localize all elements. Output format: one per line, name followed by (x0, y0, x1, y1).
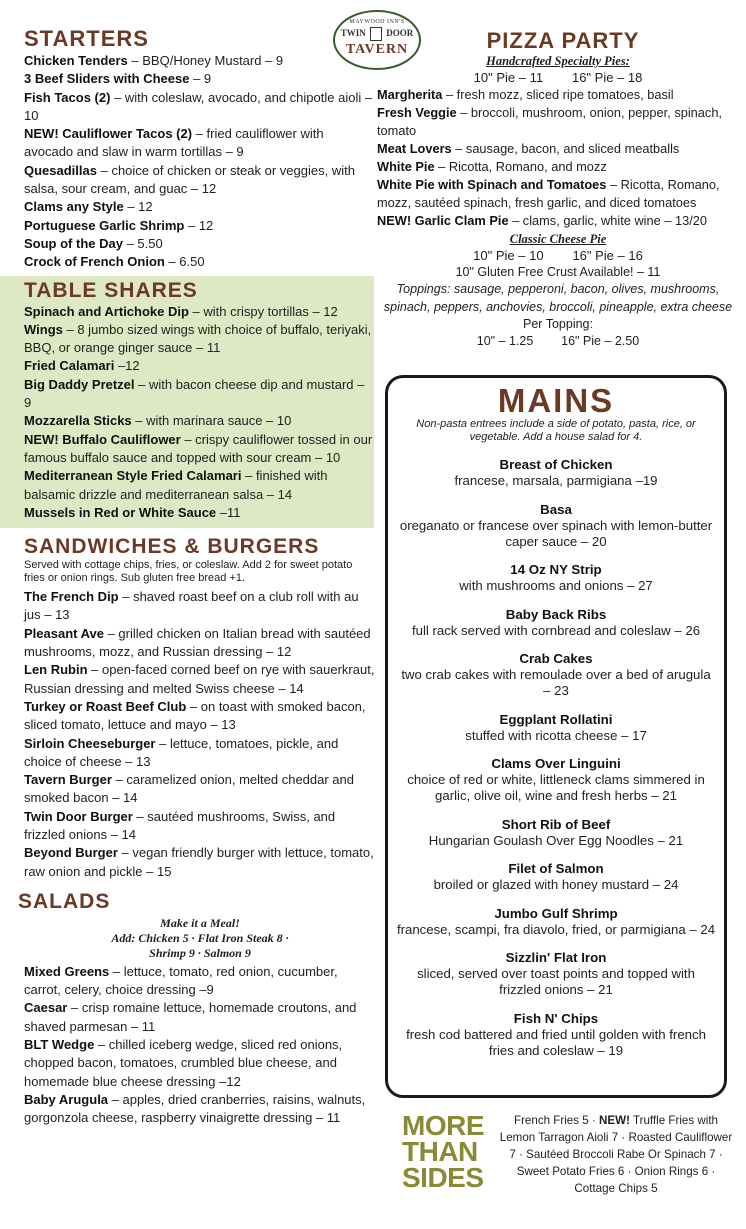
main-item-name: Filet of Salmon (508, 861, 604, 876)
menu-item-name: Len Rubin (24, 662, 88, 678)
menu-item (24, 771, 376, 808)
menu-item (24, 625, 376, 662)
menu-item (377, 104, 739, 140)
main-item (396, 1010, 716, 1059)
main-item (396, 905, 716, 938)
pizza-classic-heading: Classic Cheese Pie (509, 232, 607, 246)
menu-item (24, 588, 376, 625)
main-item-name: Sizzlin' Flat Iron (505, 950, 607, 965)
main-item (396, 755, 716, 804)
main-item-name: 14 Oz NY Strip (510, 562, 602, 577)
main-item-desc: full rack served with cornbread and coleslaw – 26 (411, 622, 701, 638)
menu-item-desc: – Ricotta, Romano, mozz, sautéed spinach, fresh garlic, and diced tomatoes (377, 177, 720, 210)
sandwiches-list (24, 588, 376, 881)
menu-item-desc: – 6.50 (164, 254, 205, 270)
menu-item (24, 1091, 376, 1128)
menu-item-name: Caesar (24, 1000, 68, 1016)
menu-item-desc: – on toast with smoked bacon, sliced tomato, lettuce and mayo – 13 (24, 698, 366, 733)
pizza-classic-price: 10" Pie – 10 16" Pie – 16 (473, 248, 643, 263)
menu-item-name: Quesadillas (24, 162, 97, 178)
salads-meal-heading: Make it a Meal! (160, 915, 240, 930)
mains-note: Non-pasta entrees include a side of potato, pasta, rice, or vegetable. Add a house salad for 4. (416, 418, 696, 443)
main-item-name: Eggplant Rollatini (499, 711, 613, 727)
menu-item-name: Beyond Burger (24, 845, 118, 861)
pizza-specialty-heading: Handcrafted Specialty Pies: (486, 54, 630, 68)
menu-item-name: Mediterranean Style Fried Calamari (24, 468, 242, 484)
menu-item-name: Big Daddy Pretzel (24, 376, 135, 392)
menu-item (24, 844, 376, 881)
menu-item-name: Sirloin Cheeseburger (24, 735, 156, 751)
menu-item-desc: – with bacon cheese dip and mustard – 9 (24, 376, 365, 411)
menu-item-name: Mussels in Red or White Sauce (24, 504, 217, 520)
pizza-topping-price: 10" – 1.25 16" Pie – 2.50 (476, 334, 640, 348)
menu-item (24, 698, 376, 735)
menu-item (24, 70, 376, 88)
menu-item (24, 808, 376, 845)
main-item-desc: francese, marsala, parmigiana –19 (454, 473, 658, 488)
main-item-desc: sliced, served over toast points and topped with frizzled onions – 21 (417, 966, 695, 997)
sides-title-1: MORE (402, 1110, 484, 1141)
menu-item (24, 89, 376, 126)
main-item-name: Short Rib of Beef (501, 816, 611, 832)
menu-item-name: Mozzarella Sticks (24, 413, 132, 429)
main-item (396, 816, 716, 849)
menu-item (24, 504, 374, 522)
menu-item-name: Crock of French Onion (24, 254, 165, 270)
menu-item (24, 1036, 376, 1091)
menu-item-desc: – sautéed mushrooms, Swiss, and frizzled onions – 14 (24, 808, 336, 842)
menu-item-desc: – caramelized onion, melted cheddar and smoked bacon – 14 (24, 772, 354, 806)
menu-item (377, 212, 739, 230)
menu-item (24, 52, 376, 70)
menu-item (24, 198, 376, 216)
sides-part-2: Truffle Fries with Lemon Tarragon Aioli 7 · Roasted Cauliflower 7 · Sautéed Broccoli Rabe Or Spinach 7 · Sweet Potato Fries 6 · Onion Rings 6 · Cottage Chips 5 (499, 1114, 733, 1195)
menu-item (24, 467, 374, 504)
salads-addons: Add: Chicken 5 · Flat Iron Steak 8 · (111, 930, 289, 945)
menu-item-desc: – fried cauliflower with avocado and slaw in warm tortillas – 9 (24, 126, 324, 160)
starters-title: STARTERS (24, 26, 149, 51)
menu-item-desc: – 5.50 (122, 235, 163, 251)
menu-item-desc: – grilled chicken on Italian bread with sautéed mushrooms, mozz, and Russian dressing – 12 (24, 625, 371, 660)
menu-item-desc: – lettuce, tomatoes, pickle, and choice of cheese – 13 (24, 735, 339, 769)
menu-item-name: Fried Calamari (24, 358, 115, 374)
menu-item-name: Mixed Greens (24, 963, 110, 979)
menu-item-name: NEW! Garlic Clam Pie (377, 213, 509, 228)
menu-item-name: Baby Arugula (24, 1091, 109, 1107)
menu-item-desc: – crisp romaine lettuce, homemade croutons, and shaved parmesan – 11 (24, 1000, 357, 1034)
logo-twin: TWIN (340, 28, 366, 39)
main-item-desc: stuffed with ricotta cheese – 17 (465, 727, 647, 743)
menu-item (24, 661, 376, 698)
menu-item-name: NEW! Buffalo Cauliflower (24, 431, 181, 447)
menu-item (24, 253, 376, 271)
menu-item-desc: – with marinara sauce – 10 (131, 413, 292, 429)
sandwiches-title: SANDWICHES & BURGERS (24, 535, 320, 559)
table-shares-section (0, 276, 374, 529)
menu-item-desc: – sausage, bacon, and sliced meatballs (451, 141, 680, 156)
menu-item-desc: – chilled iceberg wedge, sliced red onions, chopped bacon, tomatoes, crumbled blue cheese, and homemade blue cheese dressing –12 (24, 1037, 343, 1089)
main-item (396, 650, 716, 699)
pizza-per-topping: Per Topping: (523, 317, 593, 331)
pizza-title: PIZZA PARTY (486, 28, 640, 53)
main-item-desc: two crab cakes with remoulade over a bed of arugula – 23 (401, 667, 711, 698)
mains-list (396, 456, 716, 1059)
menu-item-name: Twin Door Burger (24, 808, 133, 824)
menu-item (377, 140, 739, 158)
menu-item (24, 999, 376, 1036)
sandwiches-note: Served with cottage chips, fries, or coleslaw. Add 2 for sweet potato fries or onion rings. Sub gluten free bread +1. (24, 559, 353, 585)
main-item (396, 949, 716, 998)
menu-item-desc: – Ricotta, Romano, and mozz (434, 159, 607, 174)
menu-item-name: White Pie (377, 159, 435, 174)
menu-item-desc: – clams, garlic, white wine – 13/20 (508, 213, 708, 228)
main-item-desc: broiled or glazed with honey mustard – 24 (433, 877, 679, 892)
menu-item (24, 303, 374, 321)
table-shares-list (24, 303, 374, 523)
menu-item-desc: – finished with balsamic drizzle and mediterranean salsa – 14 (24, 468, 328, 502)
pizza-specialty-price: 10" Pie – 11 16" Pie – 18 (473, 70, 643, 85)
salads-addons-2: Shrimp 9 · Salmon 9 (149, 945, 251, 960)
sides-title-3: SIDES (402, 1162, 484, 1193)
menu-item-name: Chicken Tenders (24, 53, 128, 68)
main-item-name: Basa (540, 501, 572, 517)
menu-item (24, 162, 376, 199)
menu-item-desc: – fresh mozz, sliced ripe tomatoes, basil (442, 87, 674, 102)
main-item-desc: with mushrooms and onions – 27 (459, 578, 653, 593)
menu-item-desc: – 12 (123, 199, 153, 215)
menu-item-desc: – apples, dried cranberries, raisins, walnuts, gorgonzola cheese, raspberry vinaigrette dressing – 11 (24, 1091, 366, 1126)
menu-item (377, 158, 739, 176)
main-item-desc: fresh cod battered and fried until golden with french fries and coleslaw – 19 (406, 1026, 706, 1058)
menu-item-desc: – with crispy tortillas – 12 (188, 303, 338, 319)
menu-item-desc: – BBQ/Honey Mustard – 9 (127, 53, 284, 68)
menu-item-name: Fresh Veggie (377, 105, 457, 120)
menu-item-name: Margherita (377, 87, 443, 102)
menu-item (24, 235, 376, 253)
logo-line-3: TAVERN (345, 42, 409, 57)
menu-item-desc: – with coleslaw, avocado, and chipotle aioli – 10 (24, 89, 373, 123)
menu-item-name: Fish Tacos (2) (24, 89, 111, 105)
menu-item (24, 321, 374, 358)
menu-item-desc: – 9 (189, 71, 212, 87)
menu-item-desc: –11 (216, 504, 241, 520)
menu-item (24, 431, 374, 468)
main-item-desc: francese, scampi, fra diavolo, fried, or parmigiana – 24 (396, 921, 716, 937)
main-item-desc: Hungarian Goulash Over Egg Noodles – 21 (428, 832, 684, 848)
menu-item-desc: – vegan friendly burger with lettuce, tomato, raw onion and pickle – 15 (24, 845, 374, 879)
main-item (396, 456, 716, 489)
salads-title: SALADS (18, 889, 111, 913)
menu-item-name: Tavern Burger (24, 772, 112, 788)
starters-list (24, 52, 376, 272)
more-than-sides-title (402, 1110, 494, 1193)
menu-item (24, 217, 376, 235)
main-item (396, 606, 716, 639)
menu-item-desc: – choice of chicken or steak or veggies, with salsa, sour cream, and guac – 12 (24, 162, 355, 197)
main-item (396, 561, 716, 594)
menu-item-name: Spinach and Artichoke Dip (24, 303, 189, 319)
menu-item-name: NEW! Cauliflower Tacos (2) (24, 126, 193, 142)
left-column (18, 26, 376, 1128)
main-item-desc: oreganato or francese over spinach with lemon-butter caper sauce – 20 (399, 517, 713, 549)
menu-item-desc: – crispy cauliflower tossed in our famous buffalo sauce and topped with sour cream – 10 (24, 431, 373, 465)
sides-title-2: THAN (402, 1136, 478, 1167)
menu-item-name: 3 Beef Sliders with Cheese (24, 71, 190, 87)
menu-item-desc: – 8 jumbo sized wings with choice of buffalo, teriyaki, BBQ, or orange ginger sauce – 11 (24, 321, 372, 356)
menu-item-name: BLT Wedge (24, 1037, 95, 1053)
menu-item-name: Pleasant Ave (24, 625, 104, 641)
main-item (396, 501, 716, 550)
menu-item-name: Meat Lovers (377, 141, 452, 156)
main-item-name: Jumbo Gulf Shrimp (494, 905, 618, 921)
menu-item-name: Clams any Style (24, 199, 124, 215)
menu-item (24, 735, 376, 772)
menu-item-name: Soup of the Day (24, 235, 123, 251)
menu-item-desc: – lettuce, tomato, red onion, cucumber, carrot, celery, choice dressing –9 (24, 963, 338, 998)
main-item-name: Baby Back Ribs (505, 606, 607, 622)
sides-new-label: NEW! (599, 1114, 630, 1127)
menu-item (24, 412, 374, 430)
menu-item-name: The French Dip (24, 589, 119, 605)
pizza-toppings: Toppings: sausage, pepperoni, bacon, olives, mushrooms, spinach, peppers, anchovies, broccoli, pineapple, extra cheese (383, 282, 733, 314)
logo-line-1: MAYWOOD INN'S (349, 19, 405, 25)
menu-item (377, 176, 739, 212)
main-item (396, 860, 716, 893)
menu-item (24, 963, 376, 1000)
sides-list (496, 1112, 736, 1197)
main-item-name: Crab Cakes (519, 651, 593, 666)
salads-list (24, 963, 376, 1128)
menu-item-desc: – open-faced corned beef on rye with sauerkraut, Russian dressing and melted Swiss cheese – 14 (24, 662, 375, 696)
menu-item-name: Portuguese Garlic Shrimp (24, 217, 185, 233)
main-item-name: Fish N' Chips (513, 1010, 599, 1026)
mains-section (385, 375, 727, 1098)
main-item-name: Breast of Chicken (499, 457, 613, 472)
main-item-name: Clams Over Linguini (491, 756, 621, 771)
menu-item-desc: – broccoli, mushroom, onion, pepper, spinach, tomato (377, 105, 722, 138)
menu-item (377, 86, 739, 104)
menu-item (24, 357, 374, 375)
main-item-desc: choice of red or white, littleneck clams simmered in garlic, olive oil, wine and fresh herbs – 21 (407, 772, 705, 803)
menu-item-desc: – shaved roast beef on a club roll with au jus – 13 (24, 589, 359, 623)
menu-item-name: Wings (24, 321, 63, 337)
menu-item-name: Turkey or Roast Beef Club (24, 698, 187, 714)
table-shares-title: TABLE SHARES (24, 278, 198, 302)
menu-item (24, 376, 374, 413)
sides-part-1: French Fries 5 · (513, 1114, 600, 1127)
menu-item-desc: – 12 (184, 217, 214, 233)
right-column (377, 10, 739, 350)
logo-door: DOOR (386, 28, 414, 39)
pizza-gluten-free: 10" Gluten Free Crust Available! – 11 (455, 265, 661, 279)
pizza-list (377, 86, 739, 230)
main-item (396, 711, 716, 744)
menu-item (24, 125, 376, 162)
mains-title: MAINS (497, 382, 615, 419)
menu-item-desc: –12 (114, 358, 140, 374)
menu-item-name: White Pie with Spinach and Tomatoes (377, 177, 607, 192)
